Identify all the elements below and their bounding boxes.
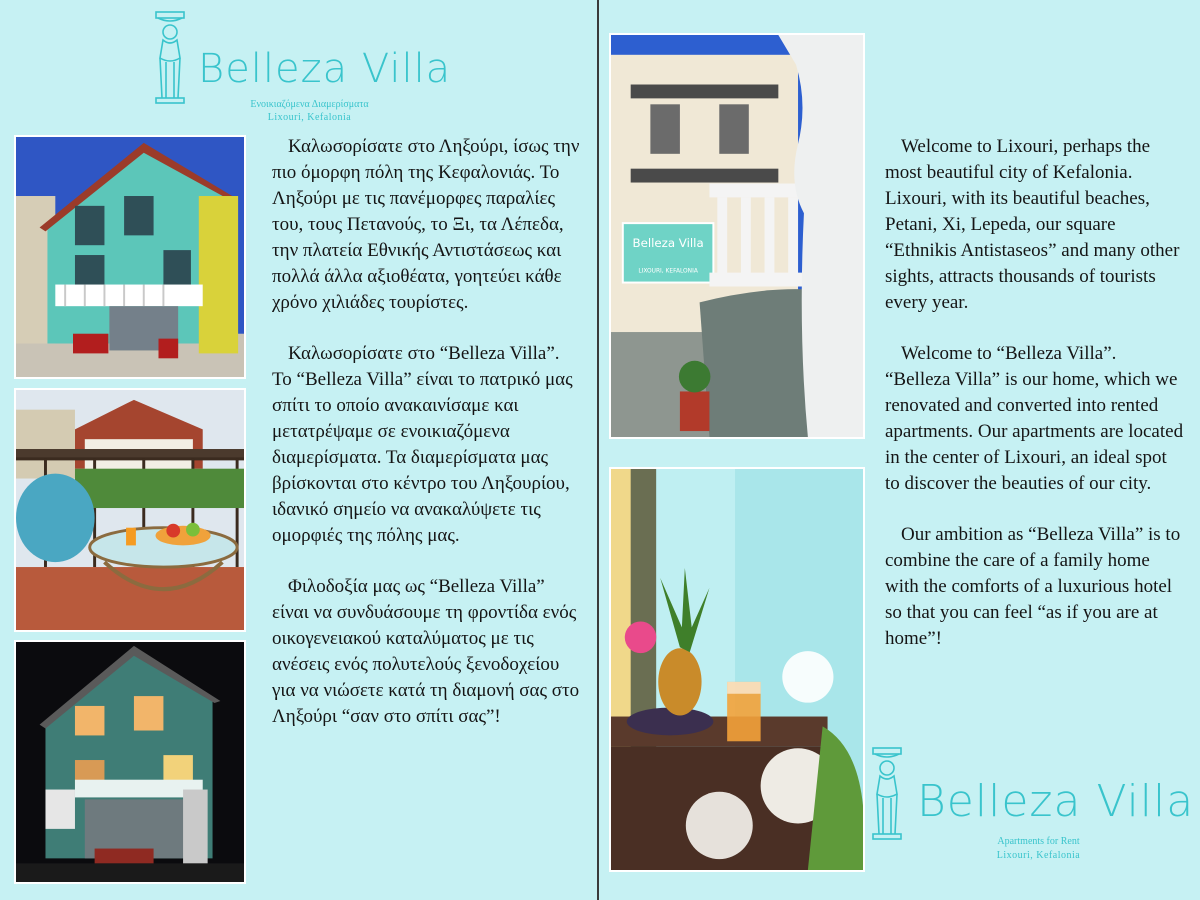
caryatid-logo-icon bbox=[867, 746, 907, 841]
left-page bbox=[0, 0, 597, 900]
greek-paragraph-2: Καλωσορίσατε στο “Belleza Villa”. Το “Belleza Villa” είναι το πατρικό μας σπίτι το οποίο ανακαινίσαμε και μετατρέψαμε σε ενοικιαζόμενα διαμερίσματα. Τα διαμερίσματα μας βρίσκονται στο κέντρο του Ληξουρίου, ιδανικό σημείο να ανακαλύψετε τις ομορφιές της πόλης μας. bbox=[272, 343, 573, 546]
english-text-column bbox=[885, 134, 1185, 677]
logo-subtitle: Apartments for Rent bbox=[997, 836, 1080, 847]
caryatid-logo-icon bbox=[150, 10, 190, 105]
right-page bbox=[599, 0, 1200, 900]
interior-fruit-photo bbox=[609, 467, 865, 872]
greek-text-column bbox=[272, 134, 582, 755]
sign-location: LIXOURI, KEFALONIA bbox=[638, 268, 698, 275]
brand-logo-english bbox=[867, 742, 1197, 872]
sign-name: Belleza Villa bbox=[632, 235, 704, 250]
english-paragraph-1: Welcome to Lixouri, perhaps the most beautiful city of Kefalonia. Lixouri, with its beautiful beaches, Petani, Xi, Lepeda, our square “Ethnikis Antistaseos” and many other sights, attracts thousands of tourists every year. bbox=[885, 136, 1180, 313]
balcony-fruit-photo bbox=[14, 388, 246, 632]
logo-subtitle: Ενοικιαζόμενα Διαμερίσματα bbox=[250, 99, 369, 110]
brand-logo-greek bbox=[150, 8, 480, 128]
english-paragraph-3: Our ambition as “Belleza Villa” is to combine the care of a family home with the comforts of a luxurious hotel so that you can feel “as if you are at home”! bbox=[885, 524, 1181, 649]
villa-entrance-photo bbox=[609, 33, 865, 439]
villa-night-photo bbox=[14, 640, 246, 884]
greek-paragraph-1: Καλωσορίσατε στο Ληξούρι, ίσως την πιο όμορφη πόλη της Κεφαλονιάς. Το Ληξούρι με τις πανέμορφες παραλίες του, τους Πετανούς, το Ξι, τα Λέπεδα, την πλατεία Εθνικής Αντιστάσεως και πολλά άλλα αξιοθέατα, γοητεύει κάθε χρόνο χιλιάδες τουρίστες. bbox=[272, 136, 580, 313]
greek-paragraph-3: Φιλοδοξία μας ως “Belleza Villa” είναι να συνδυάσουμε τη φροντίδα ενός οικογενειακού καταλύματος με τις ανέσεις ενός πολυτελούς ξενοδοχείου για να νιώσετε κατά τη διαμονή σας στο Ληξούρι “σαν στο σπίτι σας”! bbox=[272, 576, 580, 727]
villa-exterior-photo bbox=[14, 135, 246, 379]
logo-location: Lixouri, Kefalonia bbox=[267, 112, 352, 123]
english-paragraph-2: Welcome to “Belleza Villa”. “Belleza Villa” is our home, which we renovated and converted into rented apartments. Our apartments are located in the center of Lixouri, an ideal spot to discover the beauties of our city. bbox=[885, 343, 1184, 494]
logo-wordmark: Belleza Villa bbox=[198, 46, 452, 92]
logo-location: Lixouri, Kefalonia bbox=[996, 850, 1081, 861]
logo-wordmark: Belleza Villa bbox=[917, 776, 1195, 827]
